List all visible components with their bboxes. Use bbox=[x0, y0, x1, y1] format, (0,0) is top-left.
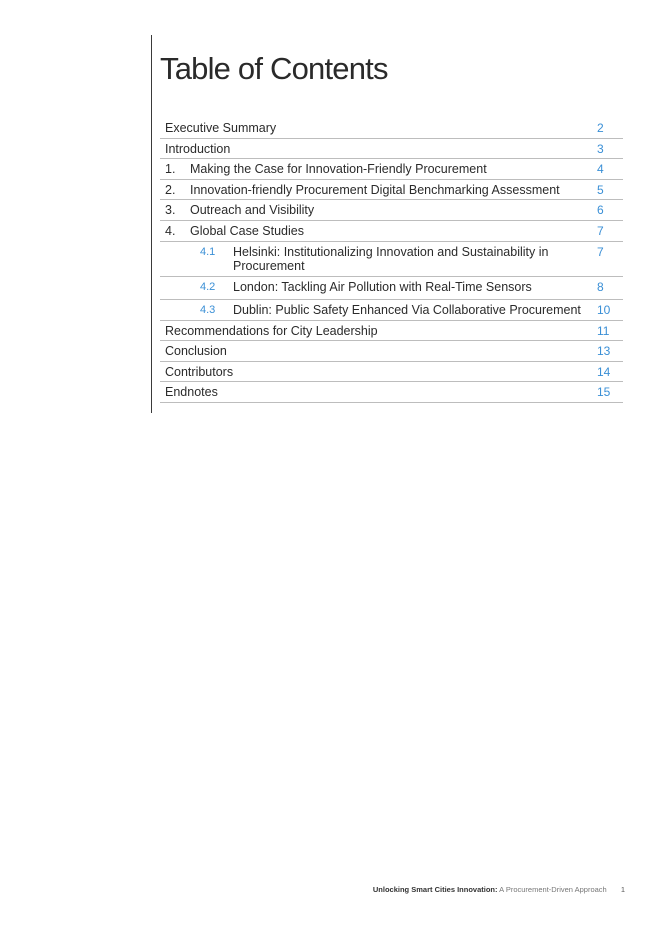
page-title: Table of Contents bbox=[160, 51, 388, 86]
toc-entry-section-4-3[interactable] bbox=[160, 300, 623, 321]
toc-entry-label: Dublin: Public Safety Enhanced Via Collaborative Procurement bbox=[233, 302, 581, 317]
toc-entry-label: Executive Summary bbox=[165, 121, 277, 135]
toc-entry-page: 3 bbox=[597, 141, 604, 156]
toc-entry-page: 6 bbox=[597, 203, 604, 218]
toc-entry-section-1[interactable] bbox=[160, 159, 623, 180]
toc-entry-label: Making the Case for Innovation-Friendly Procurement bbox=[190, 162, 487, 177]
toc-entry-introduction[interactable] bbox=[160, 139, 623, 160]
toc-entry-number: 1. bbox=[165, 162, 176, 177]
toc-subentry-number-wrap bbox=[160, 303, 228, 317]
margin-rule bbox=[151, 35, 152, 413]
toc-subentry-number-wrap bbox=[160, 245, 228, 259]
footer-report-title: Unlocking Smart Cities Innovation: bbox=[372, 885, 498, 894]
toc-entry-page: 13 bbox=[597, 344, 611, 359]
toc-entry-section-4-1[interactable] bbox=[160, 242, 623, 277]
toc-entry-page: 14 bbox=[597, 364, 611, 379]
toc-entry-number: 4. bbox=[165, 223, 176, 238]
toc-entry-number: 4.3 bbox=[200, 303, 216, 316]
toc-entry-page: 7 bbox=[597, 244, 604, 259]
toc-entry-page: 2 bbox=[597, 121, 604, 135]
toc-entry-number: 4.2 bbox=[200, 280, 216, 293]
toc-entry-page: 11 bbox=[597, 323, 610, 338]
toc-entry-number: 4.1 bbox=[200, 245, 216, 258]
footer-report-subtitle: A Procurement-Driven Approach bbox=[499, 885, 607, 894]
toc-entry-section-4[interactable] bbox=[160, 221, 623, 242]
toc-entry-page: 15 bbox=[597, 385, 611, 400]
toc-entry-contributors[interactable] bbox=[160, 362, 623, 383]
toc-entry-label: Conclusion bbox=[165, 344, 227, 359]
toc-entry-section-4-2[interactable] bbox=[160, 277, 623, 300]
toc-entry-page: 8 bbox=[597, 279, 604, 294]
toc-entry-label: Innovation-friendly Procurement Digital Benchmarking Assessment bbox=[190, 182, 560, 197]
footer-page-number: 1 bbox=[620, 885, 625, 894]
toc-entry-conclusion[interactable] bbox=[160, 341, 623, 362]
toc-entry-endnotes[interactable] bbox=[160, 382, 623, 403]
toc-entry-page: 5 bbox=[597, 182, 604, 197]
toc-entry-number: 3. bbox=[165, 203, 176, 218]
toc-entry-label: Contributors bbox=[165, 364, 234, 379]
toc-entry-label: Introduction bbox=[165, 141, 231, 156]
page-footer bbox=[373, 885, 625, 894]
toc-subentry-number-wrap bbox=[160, 280, 228, 294]
toc-entry-section-3[interactable] bbox=[160, 200, 623, 221]
toc-entry-label: Helsinki: Institutionalizing Innovation and Sustainability in Procurement bbox=[233, 244, 549, 273]
table-of-contents bbox=[160, 118, 623, 403]
toc-entry-section-2[interactable] bbox=[160, 180, 623, 201]
toc-entry-recommendations[interactable] bbox=[160, 321, 623, 342]
toc-entry-page: 4 bbox=[597, 162, 604, 177]
toc-entry-label: London: Tackling Air Pollution with Real-Time Sensors bbox=[233, 279, 532, 294]
toc-entry-number: 2. bbox=[165, 182, 176, 197]
toc-entry-executive-summary[interactable] bbox=[160, 118, 623, 139]
toc-entry-label: Recommendations for City Leadership bbox=[165, 323, 378, 338]
toc-entry-page: 10 bbox=[597, 302, 611, 317]
toc-entry-label: Global Case Studies bbox=[190, 223, 304, 238]
toc-entry-label: Endnotes bbox=[165, 385, 218, 400]
toc-entry-page: 7 bbox=[597, 223, 604, 238]
toc-entry-label: Outreach and Visibility bbox=[190, 203, 315, 218]
